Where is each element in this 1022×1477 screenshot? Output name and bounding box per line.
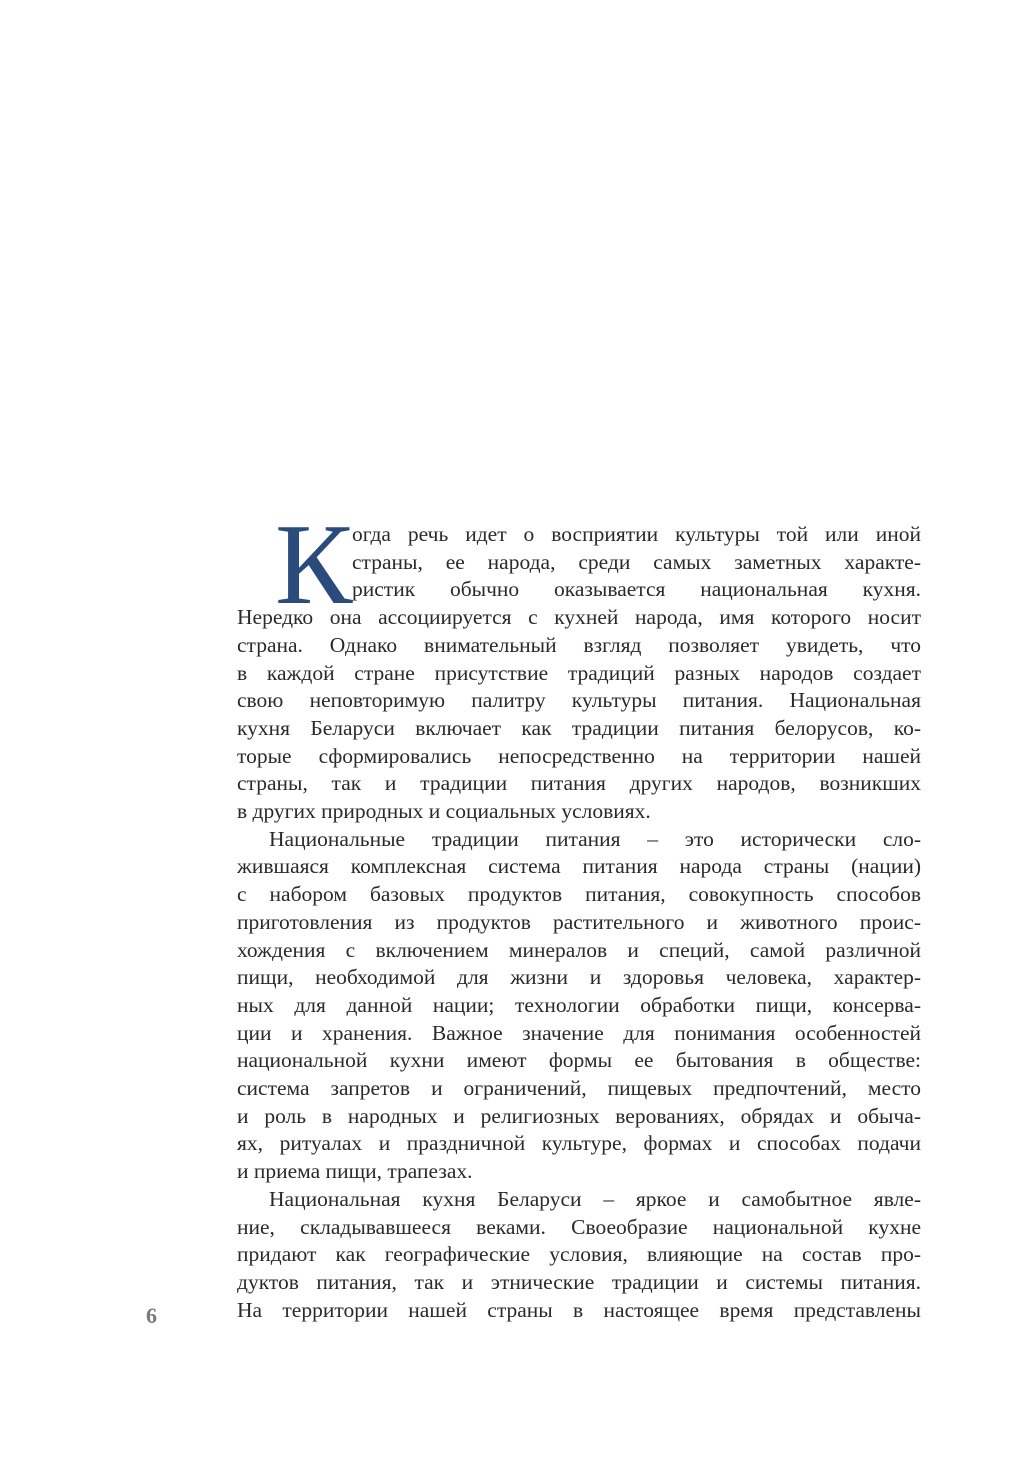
text-line: Национальная кухня Беларуси – яркое и самобытное явле- <box>269 1186 921 1211</box>
page-number: 6 <box>146 1303 157 1328</box>
text-line: ристик обычно оказывается национальная кухня. <box>352 577 921 602</box>
body-text <box>237 501 921 1324</box>
text-line: На территории нашей страны в настоящее время представлены <box>237 1297 921 1322</box>
text-line: страны, ее народа, среди самых заметных характе- <box>352 549 921 574</box>
text-line: кухня Беларуси включает как традиции питания белорусов, ко- <box>237 715 921 740</box>
text-line: с набором базовых продуктов питания, совокупность способов <box>237 882 921 907</box>
text-line: страны, так и традиции питания других народов, возникших <box>237 771 921 796</box>
text-line: приготовления из продуктов растительного и животного проис- <box>237 909 921 934</box>
text-line: дуктов питания, так и этнические традиции и системы питания. <box>237 1269 921 1294</box>
text-line: жившаяся комплексная система питания народа страны (нации) <box>237 854 921 879</box>
text-line: свою неповторимую палитру культуры питания. Национальная <box>237 688 921 713</box>
text-line: и приема пищи, трапезах. <box>237 1159 473 1184</box>
text-line: страна. Однако внимательный взгляд позволяет увидеть, что <box>237 632 921 657</box>
text-line: торые сформировались непосредственно на территории нашей <box>237 743 921 768</box>
paragraph-3 <box>237 1186 921 1325</box>
text-line: и роль в народных и религиозных верованиях, обрядах и обыча- <box>237 1103 921 1128</box>
text-line: ние, складывавшееся веками. Своеобразие национальной кухне <box>237 1214 921 1239</box>
text-line: хождения с включением минералов и специй, самой различной <box>237 937 921 962</box>
text-line: пищи, необходимой для жизни и здоровья человека, характер- <box>237 965 921 990</box>
text-line: в других природных и социальных условиях. <box>237 799 651 824</box>
text-line: Нередко она ассоциируется с кухней народа, имя которого носит <box>237 605 921 630</box>
text-line: ях, ритуалах и праздничной культуре, формах и способах подачи <box>237 1131 921 1156</box>
text-line: в каждой стране присутствие традиций разных народов создает <box>237 660 921 685</box>
text-line: Национальные традиции питания – это исторически сло- <box>269 826 921 851</box>
text-line: огда речь идет о восприятии культуры той или иной <box>352 522 921 546</box>
text-line: ных для данной нации; технологии обработки пищи, консерва- <box>237 992 921 1017</box>
drop-cap-letter: К <box>275 501 353 629</box>
text-line: придают как географические условия, влияющие на состав про- <box>237 1242 921 1267</box>
text-line: ции и хранения. Важное значение для понимания особенностей <box>237 1020 921 1045</box>
paragraph-2 <box>237 826 921 1186</box>
text-line: национальной кухни имеют формы ее бытования в обществе: <box>237 1048 921 1073</box>
text-line: система запретов и ограничений, пищевых предпочтений, место <box>237 1076 921 1101</box>
